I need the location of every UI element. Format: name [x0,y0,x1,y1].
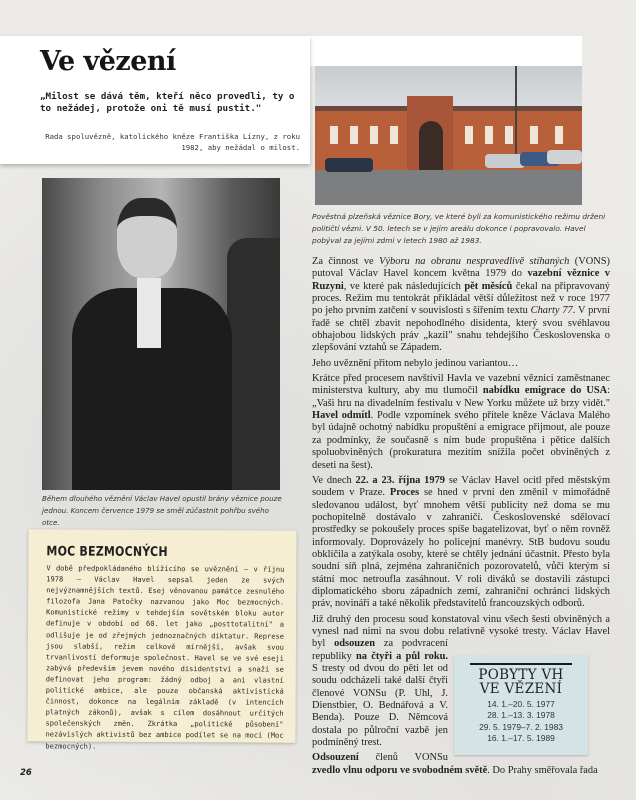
text-run: se hned v první den změnil v mimořádně sledovanou událost, byť mnohem větší publicity než doma se mu pochopitelně dostávalo v zahraničí. Československé sdělovací prostředky se pokoušely proces spíše bagatelizovat, byť o něm rovněž informovaly. Doprovázely ho policejní manévry. StB budovu soudu obklíčila a zatýkala osoby, které se chtěly jednání účastnit. Přesto byla soudní síň plná, zejména zahraničních pozorovatelů, vůči kterým si státní moc netroufla zasáhnout. V roli diváků se dostavili zástupci diplomatického sboru západních zemí, zahraniční ochránci lidských práv, novináři a také několik představitelů francouzských odborů. [312,487,611,610]
bold-text: na čtyři a půl roku. [356,650,449,662]
havel-photo-caption: Během dlouhého věznění Václav Havel opustil brány věznice pouze jednou. Koncem července 1979 se směl zúčastnit pohřbu svého otce. [42,494,282,527]
havel-photo [42,178,280,490]
paragraph [312,475,610,611]
paragraph [312,373,610,472]
italic-text: Charty 77 [530,305,573,317]
page-number: 26 [20,768,32,778]
text-run: . Podle vzpomínek svého přítele kněze Václava Malého byl údajně ochotný nabídku propuštění a emigrace přijmout, ale pouze za podmínky, že současně s ním bude propuštěna i pětice dalších spoluobviněných (prokuratura mezitím snížila počet obviněných z deseti na šest). [312,410,610,471]
prison-photo-caption: Pověstná plzeňská věznice Bory, ve které byli za komunistického režimu drženi političtí vězni. V 50. letech se v jejím areálu dokonce i popravovalo. Havel pobýval za jejími zdmi v letech 1980 až 1983. [312,212,606,245]
sidebar-note [27,529,296,751]
text-run: (VONS) putoval Václav Havel koncem května 1979 do [312,256,611,280]
quote: „Milost se dává těm, kteří něco provedli, ty o to nežádej, protože oni tě musí pustit." [40,91,295,114]
text-run: . V první řadě se chtěl zbavit nepohodlného disidenta, který svou svéhlavou obhajobou lidských práv „kazil" snahu tehdejšího Československa o zlepšování vztahů se Západem. [312,305,611,354]
text-run: S tresty od dvou do pěti let od soudu odcházeli také další čtyři členové VONSu (P. Uhl, J. Dienstbier, O. Bednářová a V. Benda). Pouze D. Němcová dostala po půlroční vazbě jen podmíněný trest. [312,663,448,749]
top-band [300,36,582,66]
text-run: Již druhý den procesu soud konstatoval vinu všech šesti obviněných a vynesl nad nimi na svou dobu relativně vysoké tresty. Václav Havel byl [312,613,610,650]
text-run: Za činnost ve [312,256,380,267]
stay-date: 28. 1.–13. 3. 1978 [487,710,555,721]
bold-text: 22. a 23. října 1979 [355,474,445,486]
bold-text: vazební věznice v Ruzyni [312,268,610,292]
text-run: členů VONSu [358,752,448,764]
italic-text: Výboru na obranu nespravedlivě stíhaných [379,256,570,267]
bold-text: Proces [389,487,420,499]
stays-heading-line1: POBYTY VH [478,667,564,683]
text-run: , ve které pak následujících [343,280,465,292]
stays-list [454,699,588,744]
prison-photo [315,66,582,205]
text-run: Jeho uvěznění přitom nebylo jedinou variantou… [312,357,519,369]
bold-text: pět měsíců [464,280,513,292]
paragraph [312,256,610,355]
bold-text: nabídku emigrace do USA [482,385,608,397]
stay-date: 29. 5. 1979–7. 2. 1983 [479,721,563,732]
text-run: čekal na připravovaný proces. Režim mu tentokrát přikládal větší důležitost než v roce 1977 po jeho prvním zatčení v souvislosti s šířením textu [312,280,611,317]
sidebar-heading: MOC BEZMOCNÝCH [46,543,168,560]
text-run: se Václav Havel ocitl před městským soudem v Praze. [312,474,611,499]
divider [470,663,572,665]
stay-date: 16. 1.–17. 5. 1989 [487,732,555,743]
text-run: za podvracení republiky [312,638,448,662]
stay-date: 14. 1.–20. 5. 1977 [487,699,555,709]
page-title: Ve vězení [40,46,176,77]
prison-stays-box [454,655,588,755]
bold-text: Odsouzení [312,752,359,764]
stays-heading [454,668,588,696]
paragraph [312,358,610,370]
stays-heading-line2: VE VĚZENÍ [479,681,563,697]
text-run: Krátce před procesem navštívil Havla ve vazební věznici zaměstnanec ministerstva kultury, aby mu tlumočil [312,373,610,397]
bold-text: odsouzen [334,638,376,650]
bold-text: zvedlo vlnu odporu ve svobodném světě [312,764,488,776]
text-run: Ve dnech [312,474,356,486]
bold-text: Havel odmítl [312,410,371,422]
text-run: : „Vaši hru na divadelním festivalu v New Yorku můžete už brzy vidět." [312,385,610,409]
text-run: . Do Prahy směřovala řada [487,764,598,776]
sidebar-text: V době předpokládaného blížícího se uvěznění – v říjnu 1978 – Václav Havel sepsal jeden ze svých nejvýznamnějších textů. Esej věnovanou památce zesnulého filozofa Jana Patočky nazvanou jako Moc bezmocných. Komunistické režimy v tehdejším sovětském bloku autor definuje v období od 60. let jako „posttotalitní" a odlišuje je od zřejmých jednoznačných diktatur. Represe jsou slabší, režim celkově mírnější, avšak svou trvanlivostí deformuje společnost. Havel se ve své eseji zabývá především jevem nového disidentství a snaží se definovat jeho program: žádný odboj a ani vlastní politické ambice, ale pouze občanská aktivistická činnost, dokonce na legálním základě (v intencích platných zákonů), avšak s cílem dosáhnout určitých společenských změn. Zkrátka „politické působení" nezávislých aktivistů bez ambice podílet se na moci (Moc bezmocných). [45,563,285,751]
quote-attribution: Rada spoluvězně, katolického kněze Františka Lízny, z roku 1982, aby nežádal o milost. [45,132,300,152]
